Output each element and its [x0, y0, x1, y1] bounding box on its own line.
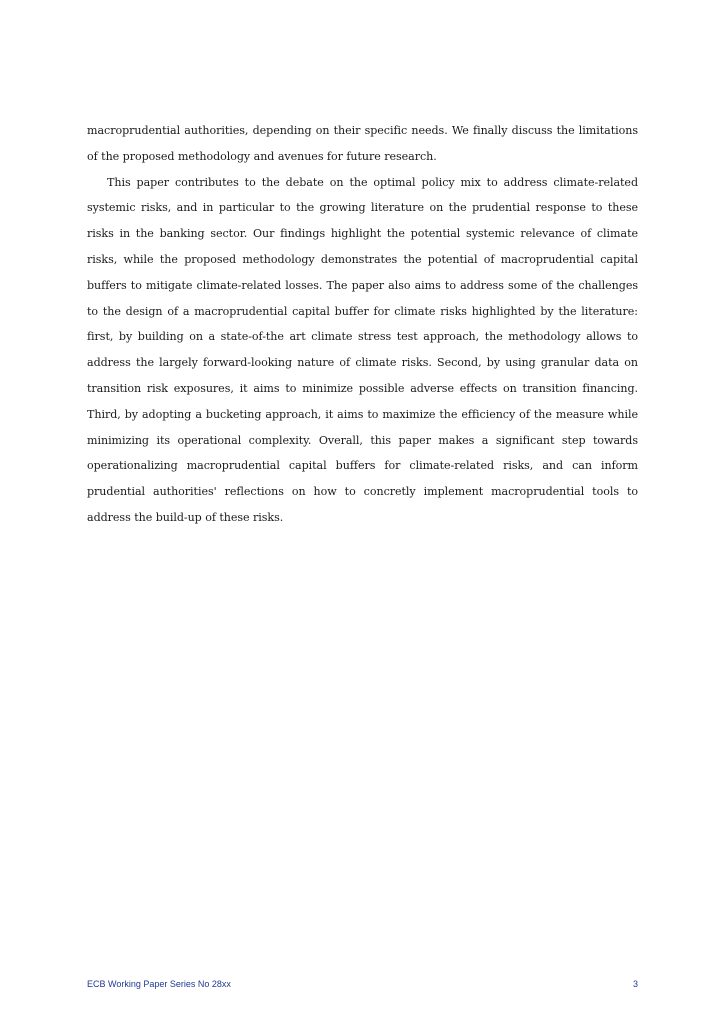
- page-number: 3: [632, 979, 638, 989]
- body-text: [87, 118, 638, 531]
- page-footer: [87, 979, 638, 989]
- paragraph-continuation: macroprudential authorities, depending on their specific needs. We finally discuss the limitations of the proposed methodology and avenues for future research.: [87, 124, 638, 163]
- footer-series-title: ECB Working Paper Series No 28xx: [87, 979, 231, 989]
- paragraph-contribution: This paper contributes to the debate on the optimal policy mix to address climate-related systemic risks, and in particular to the growing literature on the prudential response to these risks in the banking sector. Our findings highlight the potential systemic relevance of climate risks, while the proposed methodology demonstrates the potential of macroprudential capital buffers to mitigate climate-related losses. The paper also aims to address some of the challenges to the design of a macroprudential capital buffer for climate risks highlighted by the literature: first, by building on a state-of-the art climate stress test approach, the methodology allows to address the largely forward-looking nature of climate risks. Second, by using granular data on transition risk exposures, it aims to minimize possible adverse effects on transition financing. Third, by adopting a bucketing approach, it aims to maximize the efficiency of the measure while minimizing its operational complexity. Overall, this paper makes a significant step towards operationalizing macroprudential capital buffers for climate-related risks, and can inform prudential authorities' reflections on how to concretly implement macroprudential tools to address the build-up of these risks.: [87, 175, 638, 524]
